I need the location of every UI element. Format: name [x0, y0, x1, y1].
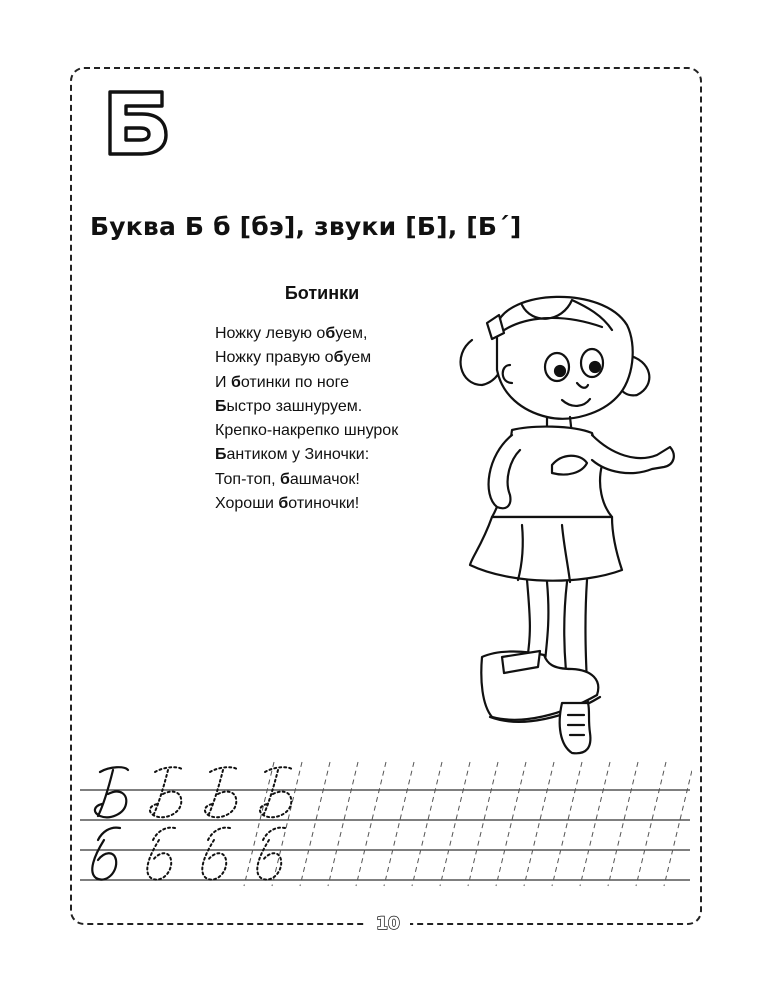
- highlighted-letter: Б: [215, 446, 227, 464]
- poem-line: [215, 395, 398, 419]
- outlined-letter-b: [102, 86, 172, 158]
- poem-line: [215, 346, 398, 370]
- poem-line: [215, 419, 398, 443]
- poem-text-fragment: И: [215, 373, 231, 391]
- poem-text-fragment: Топ-топ,: [215, 470, 281, 488]
- highlighted-letter: б: [278, 495, 289, 513]
- poem-text-fragment: отинки по ноге: [240, 373, 349, 391]
- poem-text-fragment: Ножку левую о: [215, 325, 326, 342]
- highlighted-letter: б: [333, 349, 344, 367]
- page-number: 10: [366, 912, 410, 936]
- poem-line: [215, 468, 398, 492]
- girl-illustration: [452, 285, 682, 765]
- poem-text-fragment: уем: [343, 349, 372, 367]
- poem-line: [215, 322, 398, 346]
- poem-text: [215, 322, 398, 516]
- traced-lowercase-b: [147, 828, 175, 880]
- poem-text-fragment: антиком у Зиночки:: [226, 446, 370, 464]
- highlighted-letter: Б: [215, 397, 227, 415]
- poem-title: Ботинки: [284, 283, 360, 303]
- page-title: Буква Б б [бэ], звуки [Б], [Б´]: [90, 212, 522, 241]
- traced-capital-b: [260, 767, 293, 817]
- poem-text-fragment: Крепко-накрепко шнурок: [215, 422, 399, 440]
- traced-lowercase-b: [257, 828, 285, 880]
- poem-line: [215, 443, 398, 467]
- poem-text-fragment: Хороши: [215, 495, 279, 513]
- poem-line: [215, 492, 398, 516]
- traced-capital-b: [205, 767, 238, 817]
- cursive-capital-b: [95, 767, 128, 817]
- poem-text-fragment: ашмачок!: [289, 470, 360, 488]
- copybook-lines: [80, 760, 692, 900]
- poem-text-fragment: отиночки!: [288, 495, 360, 513]
- traced-lowercase-b: [202, 828, 230, 880]
- highlighted-letter: б: [325, 325, 336, 342]
- traced-capital-b: [150, 767, 183, 817]
- poem-text-fragment: уем,: [335, 325, 368, 342]
- poem-text-fragment: ыстро зашнуруем.: [226, 397, 363, 415]
- poem-line: [215, 371, 398, 395]
- highlighted-letter: б: [230, 373, 241, 391]
- highlighted-letter: б: [280, 470, 290, 488]
- poem-text-fragment: Ножку правую о: [215, 349, 334, 367]
- cursive-lowercase-b: [92, 828, 120, 880]
